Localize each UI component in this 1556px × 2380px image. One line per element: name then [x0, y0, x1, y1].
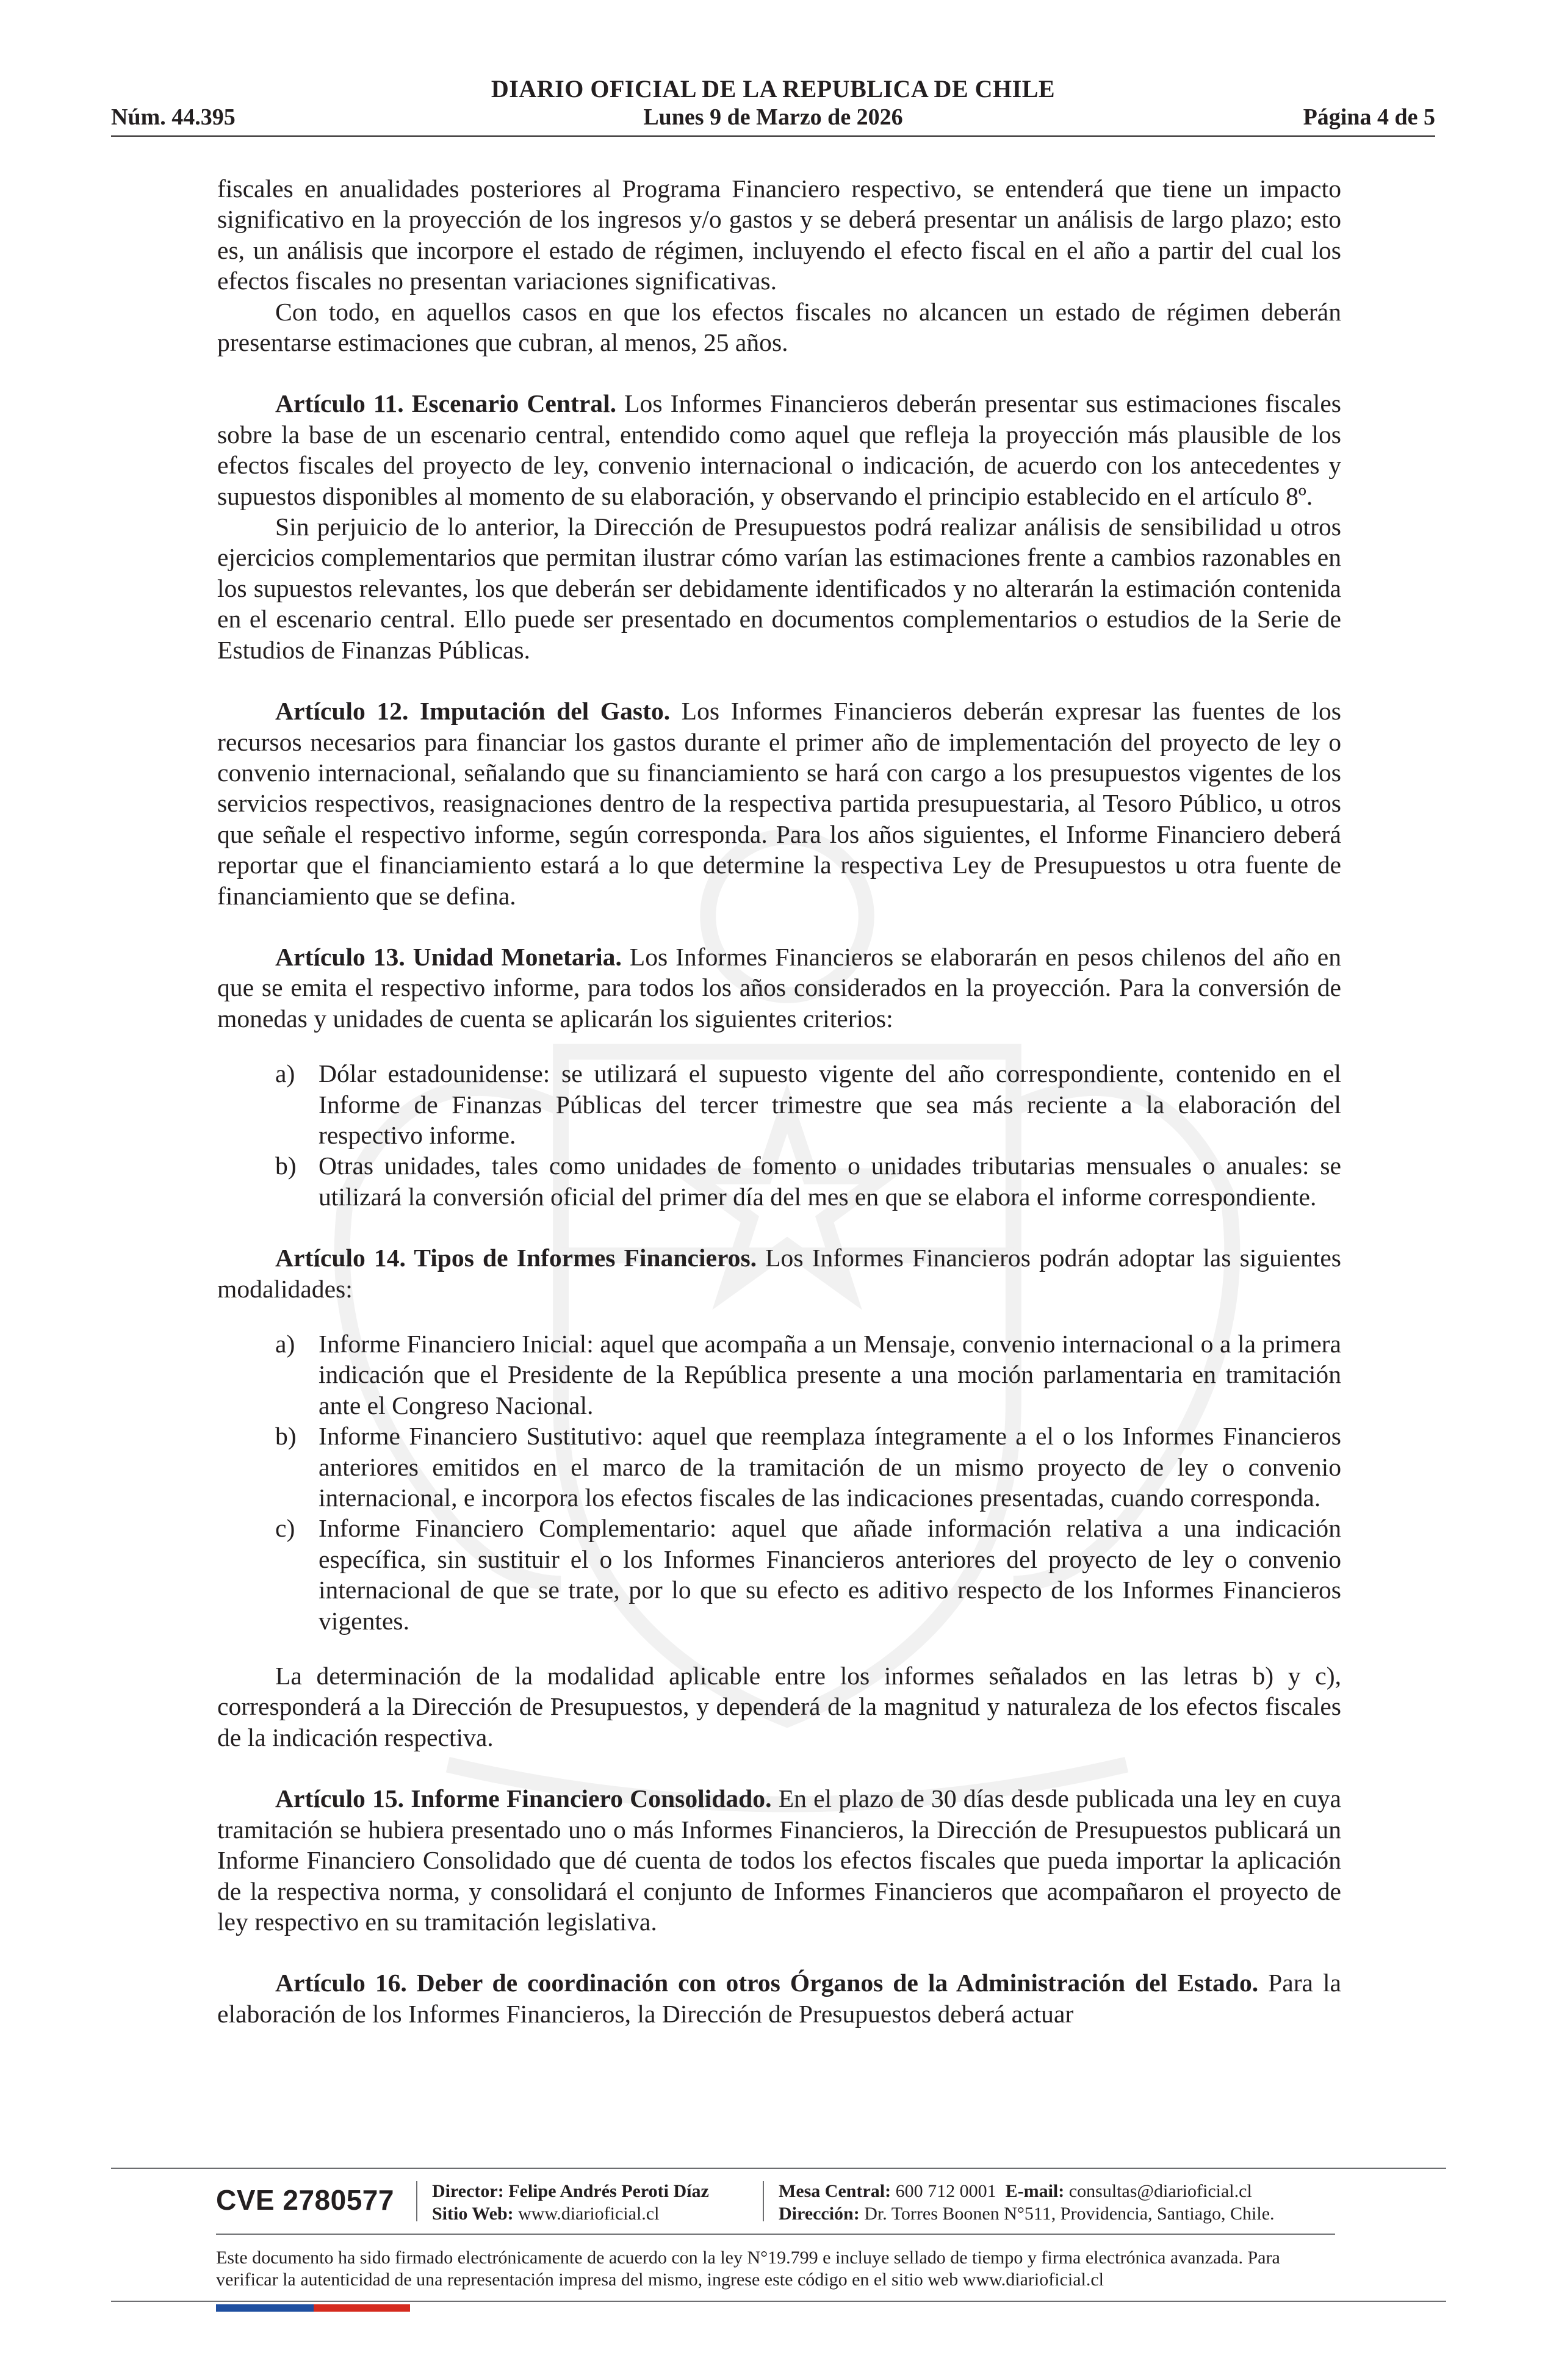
website-label: Sitio Web:	[432, 2204, 514, 2224]
list-letter: a)	[275, 1330, 295, 1358]
signature-notice: Este documento ha sido firmado electrónicamente de acuerdo con la ley N°19.799 e incluye sellado de tiempo y firma electrónica avanzada. Para verificar la autenticidad de una representación impresa del mismo, ingrese este código en el sitio web www.diarioficial.cl	[216, 2248, 1280, 2290]
contact-line	[779, 2180, 1275, 2202]
article-13-list	[217, 1058, 1341, 1212]
list-letter: a)	[275, 1059, 295, 1088]
header-row	[111, 104, 1435, 135]
footer-divider	[216, 2234, 1335, 2235]
list-item-text: Otras unidades, tales como unidades de fomento o unidades tributarias mensuales o anuales: se utilizará la conversión oficial del primer día del mes en que se elabora el informe correspondiente.	[319, 1152, 1341, 1211]
article-text: Los Informes Financieros deberán presentar sus estimaciones fiscales sobre la base de un escenario central, entendido como aquel que refleja la proyección más plausible de los efectos fiscales del proyecto de ley, convenio internacional o indicación, de acuerdo con los antecedentes y supuestos disponibles al momento de su elaboración, y observando el principio establecido en el artículo 8º.	[217, 389, 1341, 510]
footer-divider	[111, 2301, 1446, 2302]
article-title: Artículo 11. Escenario Central.	[275, 389, 617, 418]
article-title: Artículo 12. Imputación del Gasto.	[275, 697, 671, 726]
paragraph: La determinación de la modalidad aplicable entre los informes señalados en las letras b) y c), corresponderá a la Dirección de Presupuestos, y dependerá de la magnitud y naturaleza de los efectos fiscales de la indicación respectiva.	[217, 1662, 1341, 1751]
article-11	[217, 388, 1341, 511]
footer-separator	[416, 2181, 417, 2221]
list-item-text: Informe Financiero Sustitutivo: aquel que reemplaza íntegramente a el o los Informes Financieros anteriores emitidos en el marco de la tramitación de un mismo proyecto de ley o convenio internacional, e incorpora los efectos fiscales de las indicaciones presentadas, cuando corresponda.	[319, 1422, 1341, 1512]
issue-date: Lunes 9 de Marzo de 2026	[643, 104, 903, 130]
article-15	[217, 1783, 1341, 1937]
footer-divider	[111, 2168, 1446, 2169]
list-letter: c)	[275, 1514, 295, 1543]
article-text: En el plazo de 30 días desde publicada una ley en cuya tramitación se hubiera presentado uno o más Informes Financieros, la Dirección de Presupuestos publicará un Informe Financiero Consolidado que dé cuenta de todos los efectos fiscales que pueda importar la aplicación de la respectiva norma, y consolidará el conjunto de Informes Financieros que acompañaron el proyecto de ley respectivo en su tramitación legislativa.	[217, 1784, 1341, 1936]
email-link[interactable]: consultas@diarioficial.cl	[1068, 2181, 1252, 2201]
header-divider	[111, 135, 1435, 137]
paragraph: Sin perjuicio de lo anterior, la Dirección de Presupuestos podrá realizar análisis de sensibilidad u otros ejercicios complementarios que permitan ilustrar cómo varían las estimaciones frente a cambios razonables en los supuestos relevantes, los que deberán ser debidamente identificados y no alterarán la estimación contenida en el escenario central. Ello puede ser presentado en documentos complementarios o estudios de la Serie de Estudios de Finanzas Públicas.	[217, 513, 1341, 664]
page-footer	[111, 2168, 1446, 2326]
article-title: Artículo 14. Tipos de Informes Financieros.	[275, 1244, 757, 1272]
paragraph: Con todo, en aquellos casos en que los efectos fiscales no alcancen un estado de régimen deberán presentarse estimaciones que cubran, al menos, 25 años.	[217, 297, 1341, 357]
footer-separator	[763, 2181, 764, 2221]
list-letter: b)	[275, 1152, 297, 1180]
article-text: Para la elaboración de los Informes Financieros, la Dirección de Presupuestos deberá actuar	[217, 1969, 1341, 2028]
address-line	[779, 2202, 1275, 2225]
article-14	[217, 1242, 1341, 1304]
page-header	[111, 74, 1435, 138]
article-text: Los Informes Financieros deberán expresar las fuentes de los recursos necesarios para financiar los gastos durante el primer año de implementación del proyecto de ley o convenio internacional, señalando que su financiamiento se hará con cargo a los presupuestos vigentes de los servicios respectivos, reasignaciones dentro de la respectiva partida presupuestaria, al Tesoro Público, u otros que señale el respectivo informe, según corresponda. Para los años siguientes, el Informe Financiero deberá reportar que el financiamiento estará a lo que determine la respectiva Ley de Presupuestos u otra fuente de financiamiento que se defina.	[217, 697, 1341, 910]
email-label: E-mail:	[1005, 2181, 1065, 2201]
article-14-list	[217, 1329, 1341, 1636]
phone-number: 600 712 0001	[895, 2181, 996, 2201]
flag-blue-segment	[216, 2304, 314, 2312]
article-text: Los Informes Financieros podrán adoptar las siguientes modalidades:	[217, 1244, 1341, 1303]
list-letter: b)	[275, 1422, 297, 1451]
article-16	[217, 1967, 1341, 2029]
paragraph-continuation: fiscales en anualidades posteriores al Programa Financiero respectivo, se entenderá que tiene un impacto significativo en la proyección de los ingresos y/o gastos y se deberá presentar un análisis de largo plazo; esto es, un análisis que incorpore el estado de régimen, incluyendo el efecto fiscal en el año a partir del cual los efectos fiscales no presentan variaciones significativas.	[217, 175, 1341, 295]
issue-number: Núm. 44.395	[111, 104, 236, 130]
address-label: Dirección:	[779, 2204, 860, 2224]
website-link[interactable]: www.diarioficial.cl	[518, 2204, 660, 2224]
director-name: Felipe Andrés Peroti Díaz	[508, 2181, 709, 2201]
flag-red-segment	[314, 2304, 410, 2312]
director-line	[432, 2180, 709, 2202]
list-item	[217, 1150, 1341, 1212]
director-label: Director:	[432, 2181, 504, 2201]
article-title: Artículo 15. Informe Financiero Consolidado.	[275, 1784, 772, 1813]
cve-code: CVE 2780577	[216, 2184, 394, 2216]
flag-color-bar	[216, 2304, 410, 2312]
list-item-text: Dólar estadounidense: se utilizará el supuesto vigente del año correspondiente, contenido en el Informe de Finanzas Públicas del tercer trimestre que sea más reciente a la elaboración del respectivo informe.	[319, 1059, 1341, 1149]
list-item	[217, 1329, 1341, 1421]
article-text: Los Informes Financieros se elaborarán en pesos chilenos del año en que se emita el respectivo informe, para todos los años considerados en la proyección. Para la conversión de monedas y unidades de cuenta se aplicarán los siguientes criterios:	[217, 942, 1342, 1033]
phone-label: Mesa Central:	[779, 2181, 891, 2201]
website-line	[432, 2202, 709, 2225]
page-number: Página 4 de 5	[1303, 104, 1435, 130]
article-12	[217, 696, 1341, 911]
address-text: Dr. Torres Boonen N°511, Providencia, Santiago, Chile.	[864, 2204, 1275, 2224]
footer-contact-block	[779, 2180, 1275, 2225]
article-13	[217, 942, 1341, 1034]
article-title: Artículo 16. Deber de coordinación con otros Órganos de la Administración del Estado.	[275, 1969, 1259, 1997]
list-item-text: Informe Financiero Inicial: aquel que acompaña a un Mensaje, convenio internacional o a la primera indicación que el Presidente de la República presente a una moción parlamentaria en tramitación ante el Congreso Nacional.	[319, 1330, 1341, 1419]
document-body	[217, 173, 1341, 2029]
list-item	[217, 1421, 1341, 1513]
list-item	[217, 1058, 1341, 1150]
list-item	[217, 1513, 1341, 1636]
list-item-text: Informe Financiero Complementario: aquel que añade información relativa a una indicación específica, sin sustituir el o los Informes Financieros anteriores del proyecto de ley o convenio internacional de que se trate, por lo que su efecto es aditivo respecto de los Informes Financieros vigentes.	[319, 1514, 1341, 1635]
article-title: Artículo 13. Unidad Monetaria.	[275, 942, 622, 971]
footer-director-block	[432, 2180, 709, 2225]
gazette-title: DIARIO OFICIAL DE LA REPUBLICA DE CHILE	[491, 75, 1056, 103]
